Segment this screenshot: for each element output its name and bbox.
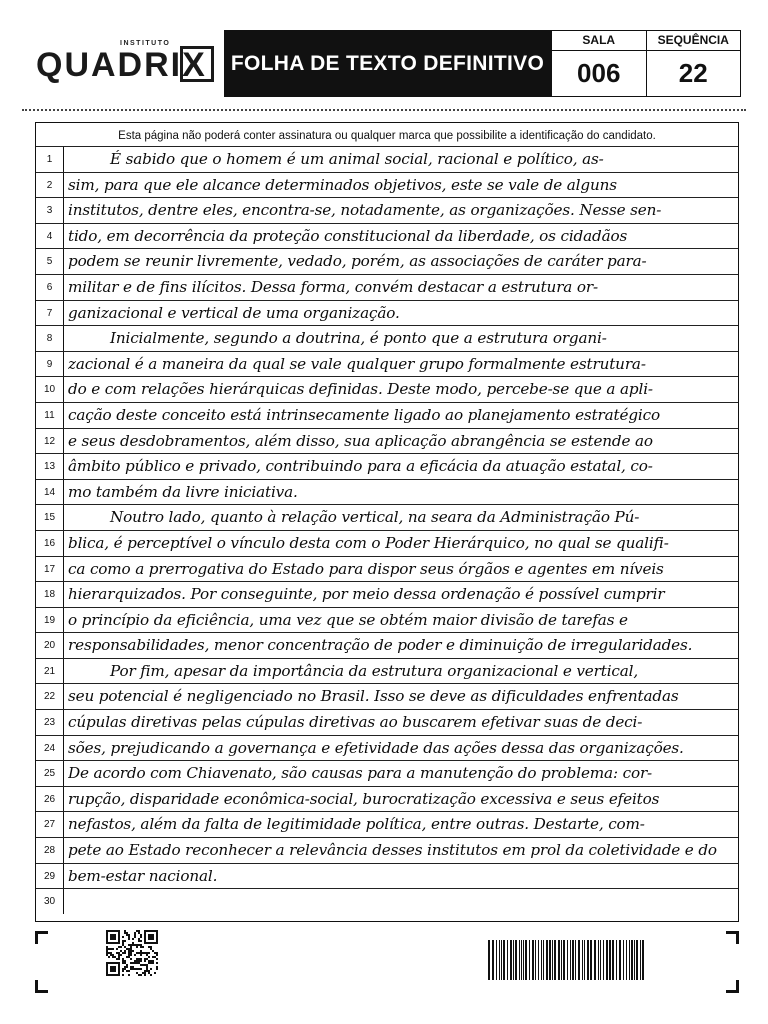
sala-value: 006 xyxy=(577,58,621,88)
line-number: 30 xyxy=(36,889,64,914)
answer-line xyxy=(36,760,738,786)
handwritten-text: É sabido que o homem é um animal social, racional e político, as- xyxy=(110,150,604,168)
handwritten-text: âmbito público e privado, contribuindo para a eficácia da atuação estatal, co- xyxy=(68,457,653,476)
handwritten-text: rupção, disparidade econômica-social, burocratização excessiva e seus efeitos xyxy=(68,789,660,808)
handwritten-text: Por fim, apesar da importância da estrutura organizacional e vertical, xyxy=(110,661,639,680)
answer-line xyxy=(36,811,738,837)
answer-line xyxy=(36,274,738,300)
handwritten-text: tido, em decorrência da proteção constitucional da liberdade, os cidadãos xyxy=(68,226,628,245)
handwritten-text: podem se reunir livremente, vedado, porém, as associações de caráter para- xyxy=(68,252,647,271)
sala-cell xyxy=(552,31,646,96)
handwritten-text: sim, para que ele alcance determinados objetivos, este se vale de alguns xyxy=(68,175,617,194)
sheet-meta xyxy=(551,30,741,97)
answer-line xyxy=(36,658,738,684)
sheet-title: FOLHA DE TEXTO DEFINITIVO xyxy=(224,30,551,97)
handwritten-text: De acordo com Chiavenato, são causas para a manutenção do problema: cor- xyxy=(68,764,653,783)
answer-line xyxy=(36,863,738,889)
sequencia-cell xyxy=(646,31,741,96)
cut-line xyxy=(22,109,746,111)
line-number: 16 xyxy=(36,531,64,556)
handwritten-text: e seus desdobramentos, além disso, sua aplicação abrangência se estende ao xyxy=(68,431,653,450)
handwritten-text: cação deste conceito está intrinsecamente ligado ao planejamento estratégico xyxy=(68,405,660,424)
answer-line xyxy=(36,197,738,223)
line-number: 2 xyxy=(36,173,64,198)
line-number: 5 xyxy=(36,249,64,274)
corner-mark-top-right xyxy=(726,931,739,944)
handwritten-text: responsabilidades, menor concentração de poder e diminuição de irregularidades. xyxy=(68,636,693,655)
handwritten-text: ca como a prerrogativa do Estado para dispor seus órgãos e agentes em níveis xyxy=(68,559,664,578)
line-number: 29 xyxy=(36,864,64,889)
answer-line xyxy=(36,325,738,351)
answer-line xyxy=(36,351,738,377)
handwritten-text: blica, é perceptível o vínculo desta com o Poder Hierárquico, no qual se qualifi- xyxy=(68,533,669,552)
sequencia-value: 22 xyxy=(678,58,708,88)
handwritten-text: cúpulas diretivas pelas cúpulas diretivas ao buscarem efetivar suas de deci- xyxy=(68,713,643,732)
handwritten-text: militar e de fins ilícitos. Dessa forma, convém destacar a estrutura or- xyxy=(68,277,598,296)
answer-line xyxy=(36,172,738,198)
handwritten-text xyxy=(68,890,732,915)
line-number: 24 xyxy=(36,736,64,761)
line-number: 21 xyxy=(36,659,64,684)
sala-label: SALA xyxy=(552,31,646,51)
handwritten-text: Noutro lado, quanto à relação vertical, na seara da Administração Pú- xyxy=(110,508,640,527)
answer-line xyxy=(36,530,738,556)
line-number: 3 xyxy=(36,198,64,223)
answer-line xyxy=(36,709,738,735)
corner-mark-top-left xyxy=(35,931,48,944)
logo-text: QUADRIX xyxy=(36,46,207,84)
answer-sheet xyxy=(35,122,739,922)
answer-line xyxy=(36,632,738,658)
line-number: 20 xyxy=(36,633,64,658)
handwritten-text: mo também da livre iniciativa. xyxy=(68,482,298,501)
line-number: 27 xyxy=(36,812,64,837)
answer-lines xyxy=(36,146,738,914)
quadrix-logo xyxy=(36,36,216,86)
answer-line xyxy=(36,402,738,428)
line-number: 17 xyxy=(36,557,64,582)
line-number: 22 xyxy=(36,684,64,709)
line-number: 8 xyxy=(36,326,64,351)
handwritten-text: do e com relações hierárquicas definidas. Deste modo, percebe-se que a apli- xyxy=(68,380,653,399)
corner-mark-bottom-left xyxy=(35,980,48,993)
answer-line xyxy=(36,837,738,863)
answer-line xyxy=(36,786,738,812)
line-number: 4 xyxy=(36,224,64,249)
logo-box-mark xyxy=(180,46,214,82)
handwritten-text: bem-estar nacional. xyxy=(68,866,218,885)
handwritten-text: hierarquizados. Por conseguinte, por meio dessa ordenação é possível cumprir xyxy=(68,585,665,604)
handwritten-text: institutos, dentre eles, encontra-se, notadamente, as organizações. Nesse sen- xyxy=(68,201,662,220)
answer-line xyxy=(36,683,738,709)
line-number: 7 xyxy=(36,301,64,326)
handwritten-text: pete ao Estado reconhecer a relevância desses institutos em prol da coletividade e do xyxy=(68,841,717,860)
answer-line xyxy=(36,223,738,249)
identification-notice: Esta página não poderá conter assinatura ou qualquer marca que possibilite a identificação do candidato. xyxy=(118,130,656,142)
answer-line xyxy=(36,248,738,274)
answer-line xyxy=(36,146,738,172)
handwritten-text: ganizacional e vertical de uma organização. xyxy=(68,303,400,322)
barcode-icon xyxy=(488,940,646,980)
line-number: 18 xyxy=(36,582,64,607)
answer-line xyxy=(36,428,738,454)
line-number: 23 xyxy=(36,710,64,735)
handwritten-text: o princípio da eficiência, uma vez que se obtém maior divisão de tarefas e xyxy=(68,610,628,629)
answer-line xyxy=(36,581,738,607)
line-number: 28 xyxy=(36,838,64,863)
sequencia-label: SEQUÊNCIA xyxy=(647,31,741,51)
handwritten-text: nefastos, além da falta de legitimidade política, entre outras. Destarte, com- xyxy=(68,815,645,834)
line-number: 6 xyxy=(36,275,64,300)
qr-code-icon xyxy=(106,930,158,976)
answer-line xyxy=(36,300,738,326)
answer-line xyxy=(36,376,738,402)
logo-subtitle: INSTITUTO xyxy=(120,40,171,47)
line-number: 1 xyxy=(36,147,64,172)
line-number: 10 xyxy=(36,377,64,402)
corner-mark-bottom-right xyxy=(726,980,739,993)
answer-line xyxy=(36,504,738,530)
handwritten-text: Inicialmente, segundo a doutrina, é ponto que a estrutura organi- xyxy=(110,329,607,348)
line-number: 13 xyxy=(36,454,64,479)
line-number: 9 xyxy=(36,352,64,377)
handwritten-text: zacional é a maneira da qual se vale qualquer grupo formalmente estrutura- xyxy=(68,354,646,373)
handwritten-text: sões, prejudicando a governança e efetividade das ações dessa das organizações. xyxy=(68,738,684,757)
handwritten-text: seu potencial é negligenciado no Brasil. Isso se deve as dificuldades enfrentadas xyxy=(68,687,679,706)
line-number: 11 xyxy=(36,403,64,428)
answer-line xyxy=(36,607,738,633)
line-number: 15 xyxy=(36,505,64,530)
answer-line xyxy=(36,479,738,505)
answer-line xyxy=(36,556,738,582)
answer-line xyxy=(36,735,738,761)
line-number: 14 xyxy=(36,480,64,505)
line-number: 26 xyxy=(36,787,64,812)
answer-line xyxy=(36,888,738,914)
line-number: 25 xyxy=(36,761,64,786)
answer-line xyxy=(36,453,738,479)
line-number: 12 xyxy=(36,429,64,454)
line-number: 19 xyxy=(36,608,64,633)
